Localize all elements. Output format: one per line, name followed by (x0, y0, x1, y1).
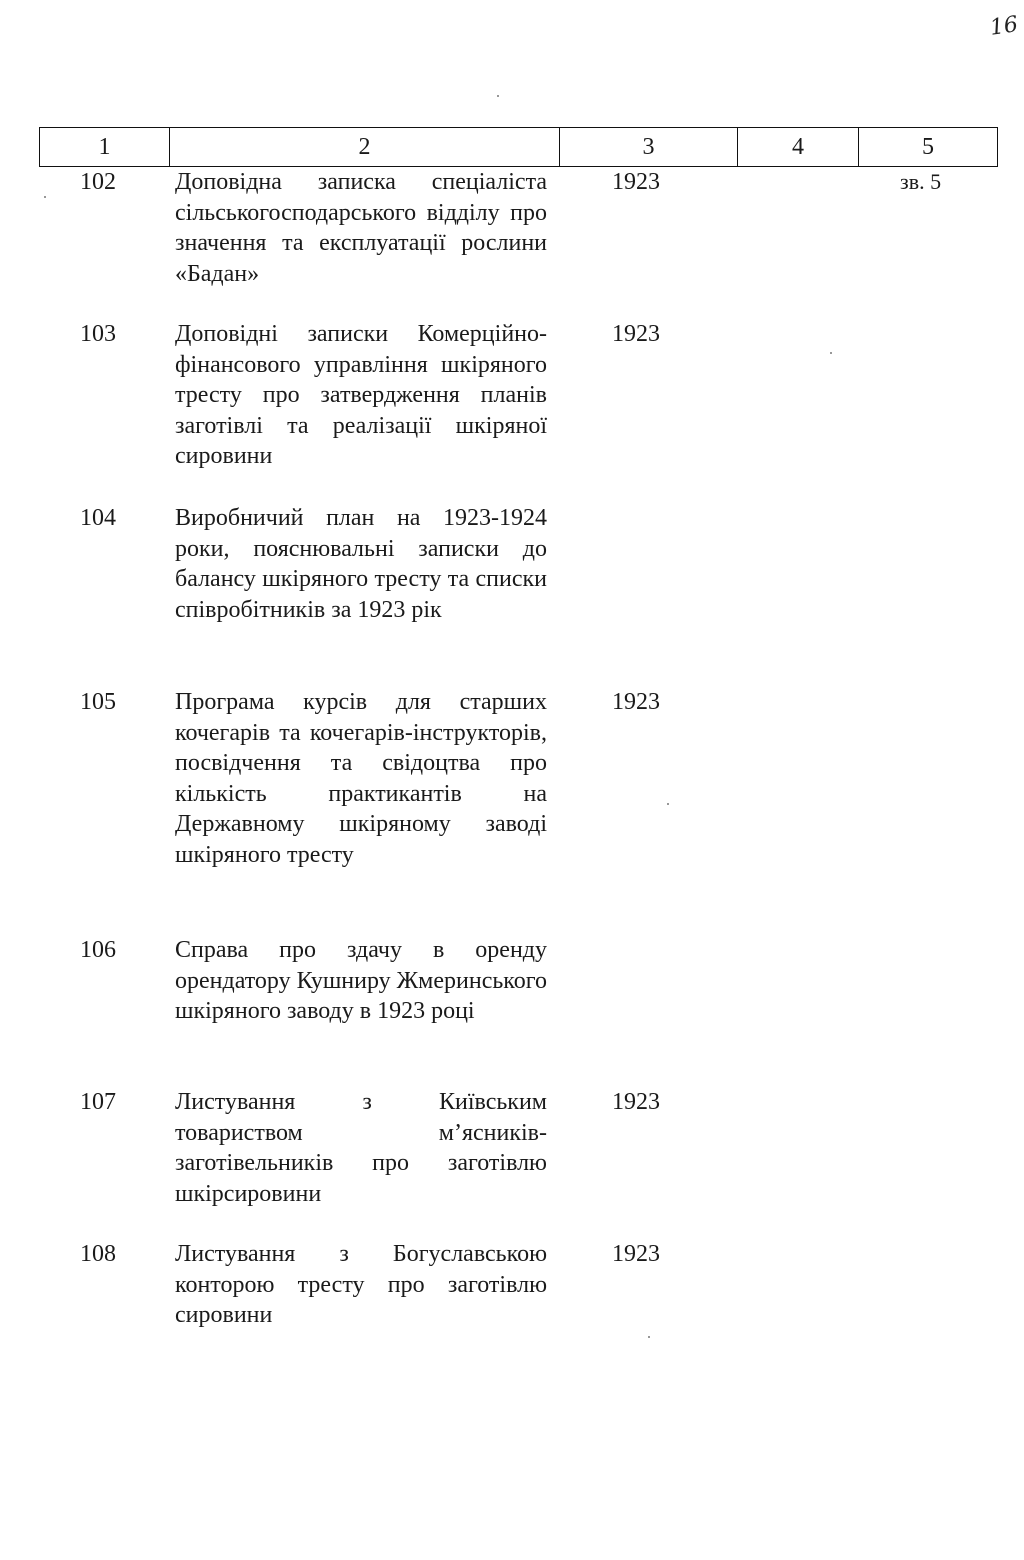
record-description: Справа про здачу в оренду орендатору Кушниру Жмеринського шкіряного заводу в 1923 році (175, 937, 547, 1024)
record-year: 1923 (612, 1241, 660, 1267)
record-year: 1923 (612, 1089, 660, 1115)
record-description: Доповідна записка спеціаліста сільськогосподарського відділу про значення та експлуатації рослини «Бадан» (175, 169, 547, 287)
record-description: Виробничий план на 1923-1924 роки, пояснювальні записки до балансу шкіряного тресту та списки співробітників за 1923 рік (175, 505, 547, 623)
record-number: 106 (80, 937, 116, 963)
record-number: 102 (80, 169, 116, 195)
record-description: Листування з Київським товариством м’ясників-заготівельників про заготівлю шкірсировини (175, 1089, 547, 1207)
column-header-1: 1 (40, 128, 170, 167)
column-header-5: 5 (859, 128, 998, 167)
record-note: зв. 5 (900, 169, 942, 194)
record-number: 104 (80, 505, 116, 531)
record-year: 1923 (612, 321, 660, 347)
column-header-3: 3 (560, 128, 738, 167)
record-number: 103 (80, 321, 116, 347)
record-number: 107 (80, 1089, 116, 1115)
record-number: 108 (80, 1241, 116, 1267)
record-description: Листування з Богуславською конторою тресту про заготівлю сировини (175, 1241, 547, 1328)
scan-speck (44, 196, 46, 198)
record-number: 105 (80, 689, 116, 715)
column-header-row (40, 128, 998, 167)
page-number: 16 (988, 12, 1020, 41)
column-header-2: 2 (170, 128, 560, 167)
scan-speck (497, 95, 499, 97)
scan-speck (648, 1336, 650, 1338)
column-header-4: 4 (738, 128, 859, 167)
scan-speck (830, 352, 832, 354)
record-description: Програма курсів для старших кочегарів та кочегарів-інструкторів, посвідчення та свідоцтва про кількість практикантів на Державному шкіряному заводі шкіряного тресту (175, 689, 547, 868)
scan-speck (667, 803, 669, 805)
record-description: Доповідні записки Комерційно-фінансового управління шкіряного тресту про затвердження планів заготівлі та реалізації шкіряної сировини (175, 321, 547, 469)
record-year: 1923 (612, 169, 660, 195)
column-header-table (39, 127, 998, 167)
record-year: 1923 (612, 689, 660, 715)
